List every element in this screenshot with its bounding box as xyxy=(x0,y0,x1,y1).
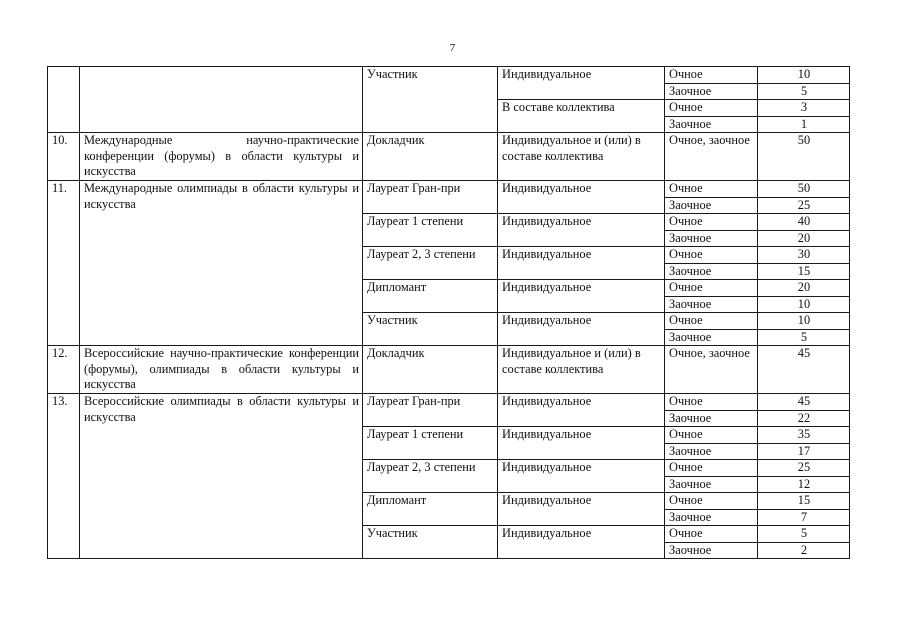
form-cell: Заочное xyxy=(665,443,758,460)
points-cell: 50 xyxy=(758,181,850,198)
table-row xyxy=(48,181,850,198)
table-row xyxy=(48,133,850,181)
form-cell: Очное xyxy=(665,493,758,510)
status-cell: Лауреат 1 степени xyxy=(363,214,498,247)
item-number-cell: 13. xyxy=(48,394,80,559)
status-cell: Докладчик xyxy=(363,346,498,394)
item-number-cell: 12. xyxy=(48,346,80,394)
participation-cell: Индивидуальное xyxy=(498,280,665,313)
status-cell: Дипломант xyxy=(363,493,498,526)
form-cell: Очное xyxy=(665,67,758,84)
page-number: 7 xyxy=(449,42,456,54)
form-cell: Очное, заочное xyxy=(665,133,758,181)
item-number-cell: 11. xyxy=(48,181,80,346)
form-cell: Очное xyxy=(665,427,758,444)
participation-cell: Индивидуальное xyxy=(498,67,665,100)
participation-cell: Индивидуальное xyxy=(498,394,665,427)
form-cell: Очное xyxy=(665,394,758,411)
form-cell: Очное xyxy=(665,460,758,477)
points-cell: 35 xyxy=(758,427,850,444)
points-cell: 10 xyxy=(758,296,850,313)
participation-cell: Индивидуальное xyxy=(498,526,665,559)
participation-cell: Индивидуальное и (или) в составе коллектива xyxy=(498,133,665,181)
participation-cell: Индивидуальное xyxy=(498,313,665,346)
participation-cell: Индивидуальное xyxy=(498,247,665,280)
item-name-cell xyxy=(80,67,363,133)
form-cell: Заочное xyxy=(665,476,758,493)
form-cell: Очное xyxy=(665,280,758,297)
form-cell: Заочное xyxy=(665,509,758,526)
form-cell: Очное, заочное xyxy=(665,346,758,394)
points-cell: 45 xyxy=(758,346,850,394)
points-cell: 1 xyxy=(758,116,850,133)
form-cell: Заочное xyxy=(665,296,758,313)
table-row xyxy=(48,346,850,394)
form-cell: Заочное xyxy=(665,230,758,247)
form-cell: Заочное xyxy=(665,263,758,280)
points-cell: 7 xyxy=(758,509,850,526)
points-cell: 22 xyxy=(758,410,850,427)
form-cell: Заочное xyxy=(665,329,758,346)
status-cell: Лауреат 2, 3 степени xyxy=(363,247,498,280)
participation-cell: Индивидуальное xyxy=(498,214,665,247)
table-row xyxy=(48,67,850,84)
points-cell: 15 xyxy=(758,493,850,510)
table-row xyxy=(48,394,850,411)
status-cell: Лауреат 2, 3 степени xyxy=(363,460,498,493)
participation-cell: Индивидуальное и (или) в составе коллектива xyxy=(498,346,665,394)
form-cell: Очное xyxy=(665,247,758,264)
status-cell: Лауреат 1 степени xyxy=(363,427,498,460)
points-cell: 5 xyxy=(758,83,850,100)
status-cell: Участник xyxy=(363,67,498,133)
points-cell: 2 xyxy=(758,542,850,559)
status-cell: Участник xyxy=(363,526,498,559)
points-cell: 3 xyxy=(758,100,850,117)
points-cell: 25 xyxy=(758,460,850,477)
form-cell: Заочное xyxy=(665,542,758,559)
status-cell: Докладчик xyxy=(363,133,498,181)
participation-cell: Индивидуальное xyxy=(498,427,665,460)
status-cell: Дипломант xyxy=(363,280,498,313)
points-cell: 45 xyxy=(758,394,850,411)
form-cell: Очное xyxy=(665,100,758,117)
points-cell: 25 xyxy=(758,197,850,214)
points-cell: 20 xyxy=(758,280,850,297)
points-cell: 20 xyxy=(758,230,850,247)
form-cell: Заочное xyxy=(665,83,758,100)
participation-cell: Индивидуальное xyxy=(498,460,665,493)
status-cell: Участник xyxy=(363,313,498,346)
item-name-cell: Международные научно-практические конференции (форумы) в области культуры и искусства xyxy=(80,133,363,181)
form-cell: Очное xyxy=(665,214,758,231)
points-cell: 5 xyxy=(758,329,850,346)
points-cell: 10 xyxy=(758,313,850,330)
item-name-cell: Международные олимпиады в области культуры и искусства xyxy=(80,181,363,346)
points-cell: 17 xyxy=(758,443,850,460)
form-cell: Очное xyxy=(665,526,758,543)
points-cell: 10 xyxy=(758,67,850,84)
item-name-cell: Всероссийские олимпиады в области культуры и искусства xyxy=(80,394,363,559)
status-cell: Лауреат Гран-при xyxy=(363,394,498,427)
points-cell: 50 xyxy=(758,133,850,181)
participation-cell: Индивидуальное xyxy=(498,493,665,526)
points-cell: 12 xyxy=(758,476,850,493)
form-cell: Очное xyxy=(665,181,758,198)
points-cell: 30 xyxy=(758,247,850,264)
status-cell: Лауреат Гран-при xyxy=(363,181,498,214)
participation-cell: В составе коллектива xyxy=(498,100,665,133)
points-cell: 15 xyxy=(758,263,850,280)
form-cell: Заочное xyxy=(665,410,758,427)
criteria-table xyxy=(47,66,850,559)
item-name-cell: Всероссийские научно-практические конференции (форумы), олимпиады в области культуры и искусства xyxy=(80,346,363,394)
participation-cell: Индивидуальное xyxy=(498,181,665,214)
form-cell: Заочное xyxy=(665,116,758,133)
form-cell: Заочное xyxy=(665,197,758,214)
item-number-cell: 10. xyxy=(48,133,80,181)
points-cell: 40 xyxy=(758,214,850,231)
item-number-cell xyxy=(48,67,80,133)
points-cell: 5 xyxy=(758,526,850,543)
form-cell: Очное xyxy=(665,313,758,330)
